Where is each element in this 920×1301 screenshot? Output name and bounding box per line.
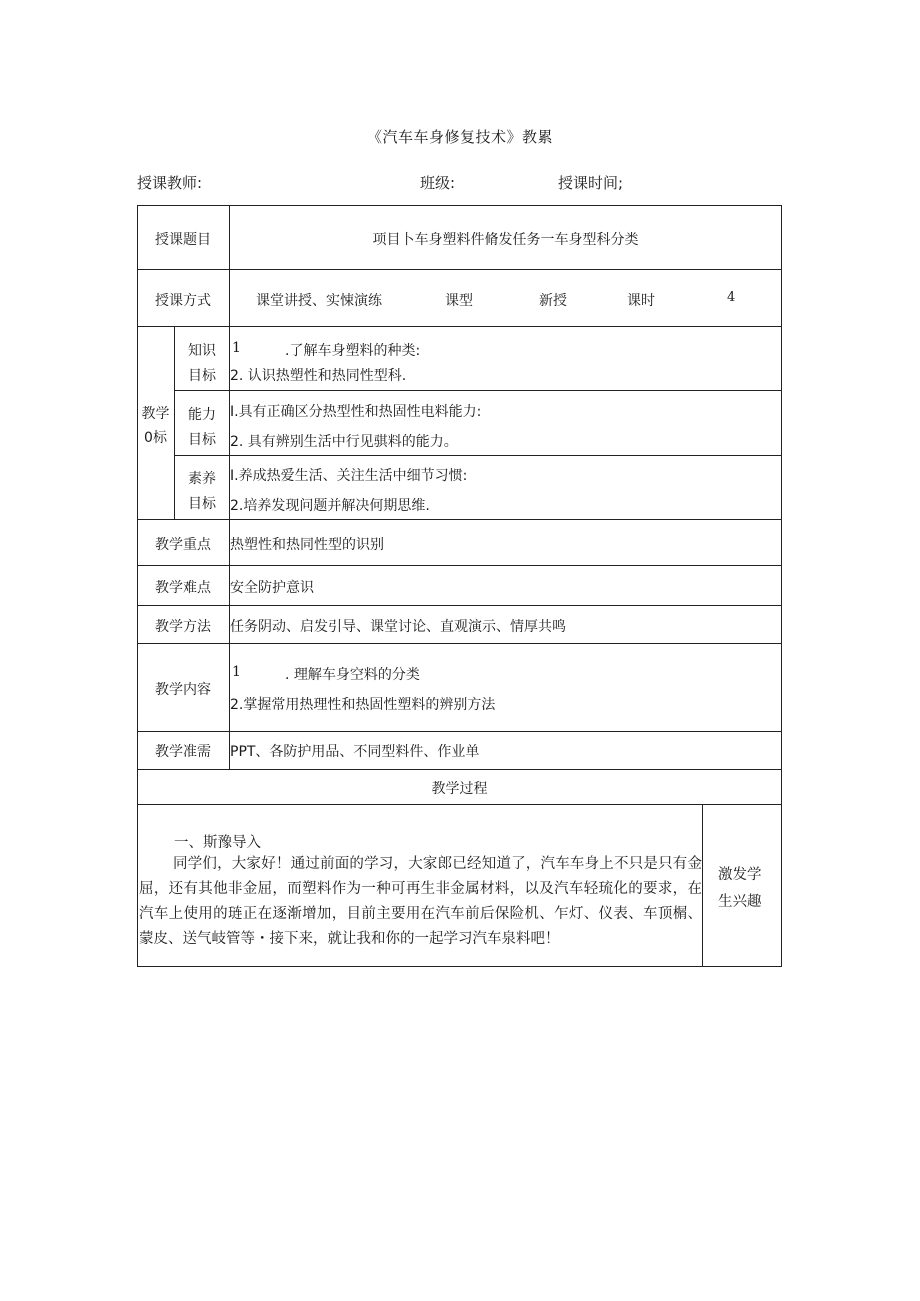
knowledge-item1-number: 1 xyxy=(232,340,241,356)
content-item2: 2.掌握常用热理性和热固性塑料的辨别方法 xyxy=(230,697,496,713)
document-title: 《汽车车身修复技术》教累 xyxy=(366,128,553,146)
method-label: 授课方式 xyxy=(155,293,211,309)
table-border-top xyxy=(137,205,782,206)
class-label: 班级: xyxy=(420,174,456,192)
content-item1: . 理解车身空料的分类 xyxy=(285,667,420,683)
lesson-type-value: 新授 xyxy=(539,293,567,309)
row-divider xyxy=(137,519,782,520)
goals-label-line1: 教学 xyxy=(141,406,170,422)
difficulties-label: 教学难点 xyxy=(155,580,211,596)
row-divider xyxy=(137,804,782,805)
topic-label: 授课题目 xyxy=(155,232,211,248)
topic-value: 项目卜车身塑料件脩发任务一车身型科分类 xyxy=(372,232,639,248)
process-paragraph-text: 同学们，大家好！通过前面的学习，大家郎已经知道了，汽车车身上不只是只有金屈，还有其他非金屈，而塑料作为一种可再生非金属材料，以及汽车轻琉化的要求，在汽车上使用的琏正在逐渐增加，目前主要用在汽车前后保险机、乍灯、仪表、车顶榍、蒙皮、送气岐管等・接下来，就让我和你的一起学习汽车泉料吧！ xyxy=(139,856,702,947)
difficulties-value: 安全防护意识 xyxy=(230,580,314,596)
knowledge-item1: .了解车身塑料的种类: xyxy=(285,343,421,359)
ability-item2: 2. 具有辨别生活中行见骐料的能力。 xyxy=(230,434,458,450)
knowledge-item2: 2. 认识热塑性和热同性型科. xyxy=(230,368,407,384)
row-divider xyxy=(137,643,782,644)
ability-goal-label-line2: 目标 xyxy=(188,432,216,448)
lesson-type-label: 课型 xyxy=(445,293,473,309)
content-item1-number: 1 xyxy=(232,664,241,680)
key-points-value: 热塑性和热同性型的识别 xyxy=(230,537,384,553)
row-divider xyxy=(137,605,782,606)
literacy-goal-label-line2: 目标 xyxy=(188,496,216,512)
process-section-title: 一、斯豫导入 xyxy=(174,835,261,851)
content-label: 教学内容 xyxy=(155,682,211,698)
column-divider xyxy=(229,205,230,769)
key-points-label: 教学重点 xyxy=(155,537,211,553)
column-divider xyxy=(702,804,703,966)
table-border-right xyxy=(781,205,782,967)
side-note-line2: 生兴趣 xyxy=(718,894,762,910)
lesson-plan-table xyxy=(137,205,782,967)
row-divider xyxy=(137,269,782,270)
ability-goal-label-line1: 能力 xyxy=(188,407,216,423)
method-value: 课堂讲授、实悚演练 xyxy=(256,293,382,309)
table-border-bottom xyxy=(137,966,782,967)
literacy-item1: I.养成热爱生活、关注生活中细节习惯: xyxy=(230,468,468,484)
process-heading: 教学过程 xyxy=(431,781,488,797)
knowledge-goal-label-line2: 目标 xyxy=(188,368,216,384)
preparation-value: PPT、各防护用品、不同型料件、作业单 xyxy=(230,744,480,760)
hours-value: 4 xyxy=(727,290,736,305)
row-divider xyxy=(137,326,782,327)
row-divider xyxy=(137,769,782,770)
literacy-goal-label-line1: 素养 xyxy=(188,471,216,487)
goals-label-line2: 0标 xyxy=(144,430,167,446)
row-divider xyxy=(174,455,782,456)
row-divider xyxy=(137,731,782,732)
ability-item1: I.具有正确区分热型性和热固性电料能力: xyxy=(230,404,482,420)
knowledge-goal-label-line1: 知识 xyxy=(188,343,216,359)
literacy-item2: 2.培养发现问题并解决何期思维. xyxy=(230,498,430,514)
row-divider xyxy=(174,390,782,391)
side-note-line1: 激发学 xyxy=(718,867,762,883)
preparation-label: 教学准需 xyxy=(155,744,211,760)
time-label: 授课时间; xyxy=(558,174,624,192)
process-paragraph xyxy=(139,852,702,952)
hours-label: 课时 xyxy=(627,293,655,309)
row-divider xyxy=(137,565,782,566)
methods-value: 任务阴动、启发引导、课堂讨论、直观演示、情厚共鸣 xyxy=(230,619,566,635)
teacher-label: 授课教师: xyxy=(137,174,203,192)
methods-label: 教学方法 xyxy=(155,619,211,635)
